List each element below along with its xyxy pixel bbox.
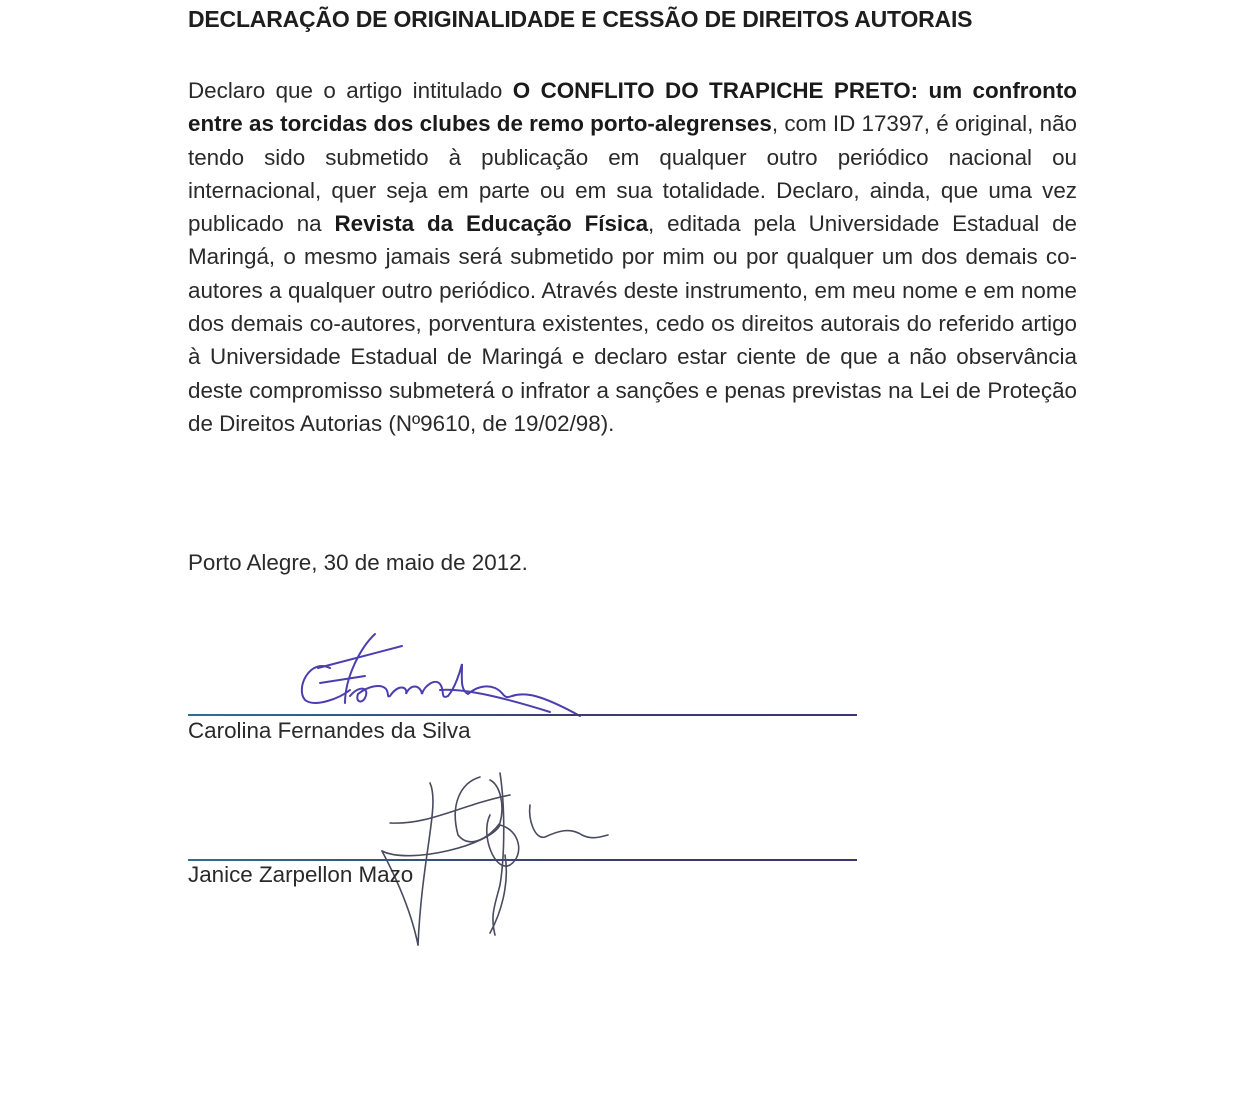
document-title: DECLARAÇÃO DE ORIGINALIDADE E CESSÃO DE DIREITOS AUTORAIS bbox=[188, 6, 973, 32]
journal-name: Revista da Educação Física bbox=[334, 211, 649, 237]
signature-carolina bbox=[290, 628, 600, 723]
signer-name-2: Janice Zarpellon Mazo bbox=[188, 862, 414, 887]
article-title: O CONFLITO DO TRAPICHE PRETO: um confronto entre as torcidas dos clubes de remo porto-alegrenses bbox=[188, 78, 1077, 137]
signer-name-1: Carolina Fernandes da Silva bbox=[188, 718, 471, 743]
declaration-text-part3: , editada pela Universidade Estadual de Maringá, o mesmo jamais será submetido por mim ou por qualquer um dos demais co-autores a qualquer outro periódico. Através deste instrumento, em meu nome e em nome dos demais co-autores, porventura existentes, cedo os direitos autorais do referido artigo à Universidade Estadual de Maringá e declaro estar ciente de que a não observância deste compromisso submeterá o infrator a sanções e penas previstas na Lei de Proteção de Direitos Autorias (Nº9610, de 19/02/98). bbox=[188, 211, 1078, 436]
place-and-date: Porto Alegre, 30 de maio de 2012. bbox=[188, 550, 528, 575]
declaration-text-part1: Declaro que o artigo intitulado bbox=[188, 78, 513, 103]
signature-line-1 bbox=[188, 714, 857, 716]
signature-line-2 bbox=[188, 859, 857, 861]
declaration-paragraph bbox=[188, 74, 1077, 440]
declaration-text-part2: , com ID 17397, é original, não tendo sido submetido à publicação em qualquer outro periódico nacional ou internacional, quer seja em parte ou em sua totalidade. Declaro, ainda, que uma vez publicado na bbox=[188, 111, 1077, 237]
